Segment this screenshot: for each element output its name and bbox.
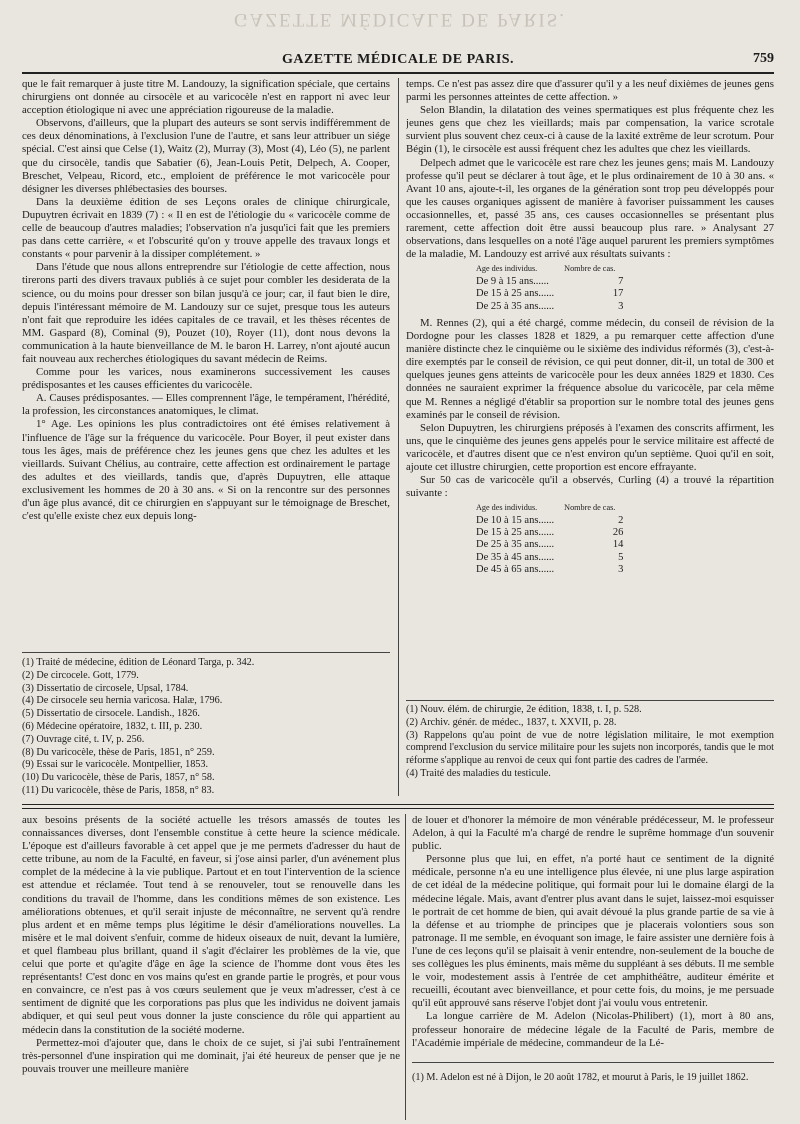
table-cell-age: De 35 à 45 ans...... xyxy=(476,551,555,563)
table-header-age: Age des individus. xyxy=(476,264,538,274)
footnotes-right xyxy=(406,704,774,796)
table-cell-count: 17 xyxy=(612,288,624,300)
section-rule xyxy=(22,804,774,805)
footnotes-left xyxy=(22,657,390,800)
paragraph: de louer et d'honorer la mémoire de mon vénérable prédécesseur, M. le professeur Adelon, à qui la Faculté m'a chargé de rendre le suprême hommage d'un souvenir public. xyxy=(412,814,774,853)
paragraph: Delpech admet que le varicocèle est rare chez les jeunes gens; mais M. Landouzy professe qu'il peut se déclarer à tout âge, et le plus ordinairement de 10 à 30 ans. « Avant 10 ans, ajoute-t-il, les organes de la génération sont trop peu développés pour que les causes organiques agissent de manière à favoriser puissamment les causes occasionnelles, et, passé 35 ans, ces causes occasionnelles se présentant plus rarement, cette affection doit être aussi beaucoup plus rare. » Analysant 27 observations, dans lesquelles on a noté l'âge auquel parurent les premiers symptômes de la maladie, M. Landouzy est arrivé aux résultats suivants : xyxy=(406,156,774,261)
footnote: (11) Du varicocèle, thèse de Paris, 1858, n° 83. xyxy=(22,784,215,796)
header-rule xyxy=(22,72,774,74)
table-cell-count: 7 xyxy=(618,275,624,287)
footnote: (7) Ouvrage cité, t. IV, p. 256. xyxy=(22,733,145,745)
page-title: GAZETTE MÉDICALE DE PARIS. xyxy=(281,52,515,67)
table-row xyxy=(476,276,623,288)
paragraph: A. Causes prédisposantes. — Elles comprennent l'âge, le tempérament, l'hérédité, la profession, les circonstances anatomiques, le climat. xyxy=(22,392,390,418)
footnotes-right-bottom xyxy=(412,1072,774,1120)
bleed-through-text: GAZETTE MÉDICALE DE PARIS. xyxy=(233,9,567,30)
table-cell-age: De 45 à 65 ans...... xyxy=(476,564,555,576)
table-cell-age: De 9 à 15 ans...... xyxy=(476,275,549,287)
paragraph: 1° Age. Les opinions les plus contradictoires ont été émises relativement à l'influence de l'âge sur la fréquence du varicocèle. Pour Boyer, il peut exister dans tous les âges, mais de préférence chez les jeunes gens que chez les adultes et les vieillards. Suivant Chélius, au contraire, cette affection est ordinairement le partage des adultes et des vieillards, tandis que, d'après Dupuytren, elle attaque exclusivement les hommes de 20 à 30 ans. « Si on la rencontre sur des personnes d'un âge plus avancé, dit ce chirurgien en s'appuyant sur le témoignage de Breschet, c'est qu'elle existe chez eux depuis long- xyxy=(22,418,390,523)
footnote: (6) Médecine opératoire, 1832, t. III, p. 230. xyxy=(22,720,203,732)
paragraph: Selon Blandin, la dilatation des veines spermatiques est plus fréquente chez les jeunes gens que chez les vieillards; mais par compensation, la varice scrotale survient plus souvent chez ceux-ci à cause de la laxité extrême de leur scrotum. Pour Bégin (1), le cirsocèle est aussi fréquent chez les adultes que chez les vieillards. xyxy=(406,104,774,156)
age-table-curling xyxy=(476,502,623,576)
table-cell-count: 3 xyxy=(618,300,624,312)
paragraph: Permettez-moi d'ajouter que, dans le choix de ce sujet, si j'ai subi l'entraînement très-personnel d'une inspiration qui me dominait, j'ai été heureux de penser que je ne pouvais trouver une meilleure manière xyxy=(22,1036,400,1075)
footnote: (4) De cirsocele seu hernia varicosa. Halæ, 1796. xyxy=(22,695,223,707)
page-number: 759 xyxy=(753,51,774,66)
footnote-rule xyxy=(412,1062,774,1063)
table-row xyxy=(476,301,623,313)
page-header xyxy=(22,50,774,70)
column-right-top xyxy=(406,78,774,668)
footnote: (2) De circocele. Gott, 1779. xyxy=(22,669,139,681)
paragraph: aux besoins présents de la société actuelle les trésors amassés de toutes les connaissances diverses, dont l'ensemble constitue à cette heure la science médicale. L'époque est d'ailleurs favorable à cet appel que je me permets d'adresser du haut de cette tribune, au nom de la Faculté, en faveur, si j'ose ainsi parler, d'un avénement plus complet de la médecine à la vie publique. Partout et en tout l'intervention de la science est attendue et réclamée. Tout tend à se renouveler, tout se renouvelle dans les conditions du travail de l'homme, dans les conditions mêmes de son existence. Les améliorations obtenues, et qu'il serait injuste de méconnaître, ne servent qu'à rendre plus ardent et en même temps plus légitime le désir d'améliorations nouvelles. La misère et le mal doivent s'enfuir, comme de hideux oiseaux de nuit, devant la lumière, et quel flambeau plus brillant, quand il s'agit d'éclairer les problèmes de la vie, que celui que porte et qu'agite d'âge en âge la science de l'homme dont vous êtes les représentants! C'est donc en vos mains qu'est en grande partie le progrès, et pour vous en convaincre, ce n'est pas à vos cœurs seulement que je veux m'adresser, c'est à ce sentiment de dignité que les corporations pas plus que les individus ne doivent jamais abdiquer, et qui seul peut vous donner la juste conscience du rôle qui appartient au médecin dans la constitution de la société moderne. xyxy=(22,814,400,1036)
footnote-rule xyxy=(22,652,390,653)
footnote: (8) Du varicocèle, thèse de Paris, 1851, n° 259. xyxy=(22,746,215,758)
footnote: (5) Dissertatio de cirsocele. Landish., 1826. xyxy=(22,708,200,720)
paragraph: Selon Dupuytren, les chirurgiens préposés à l'examen des conscrits affirment, les uns, que le cinquième des jeunes gens appelés pour le service militaire est affecté de varicocèle, et d'autres disent que ce n'est environ qu'un septième. Quoi qu'il en soit, ajoute cet illustre chirurgien, cette proportion est encore effrayante. xyxy=(406,421,774,473)
paragraph: Observons, d'ailleurs, que la plupart des auteurs se sont servis indifféremment de ces deux dénominations, à l'exclusion l'une de l'autre, et sans leur attribuer un siége spécial. C'est ainsi que Celse (1), Waitz (2), Murray (3), Most (4), Léo (5), ne parlent que du cirsocèle, tandis que Sabatier (6), Jean-Louis Petit, Delpech, A. Cooper, Breschet, Velpeau, Ricord, etc., emploient de préférence le mot varicocèle pour désigner les diverses phlébectasies des bourses. xyxy=(22,117,390,195)
table-cell-age: De 25 à 35 ans...... xyxy=(476,300,555,312)
table-row xyxy=(476,515,623,527)
table-cell-age: De 25 à 35 ans...... xyxy=(476,539,555,551)
column-divider xyxy=(398,78,399,796)
column-left-body xyxy=(22,78,390,523)
footnote: (9) Essai sur le varicocèle. Montpellier, 1853. xyxy=(22,759,209,771)
paragraph: Sur 50 cas de varicocèle qu'il a observés, Curling (4) a trouvé la répartition suivante : xyxy=(406,474,774,500)
footnote: (3) Dissertatio de circosele, Upsal, 1784. xyxy=(22,682,189,694)
table-row xyxy=(476,564,623,576)
table-cell-age: De 15 à 25 ans...... xyxy=(476,288,555,300)
paragraph: que le fait remarquer à juste titre M. Landouzy, la signification spéciale, que certains chirurgiens ont donnée au cirsocèle et au varicocèle n'est en rapport ni avec leur acception étiologique ni avec une appréciation rigoureuse de la maladie. xyxy=(22,78,390,117)
paragraph: Dans l'étude que nous allons entreprendre sur l'étiologie de cette affection, nous tirerons parti des divers travaux publiés à ce sujet pour combler les desiderata de la science, ou du moins pour dresser son bilan jusqu'à ce jour; car, il faut bien le dire, depuis l'intéressant mémoire de M. Landouzy sur ce sujet, presque tous les auteurs n'ont fait que reproduire les idées capitales de ce travail, et les thèses récentes de MM. Gaspard (8), Cominal (9), Pouzet (10), Royer (11), dont nous devons la communication à la haute bienveillance de M. le baron H. Larrey, n'ont ajouté aucun fait nouveau aux recherches étiologiques du savant médecin de Reims. xyxy=(22,261,390,365)
table-cell-count: 26 xyxy=(612,527,624,539)
table-cell-count: 2 xyxy=(618,514,624,526)
footnote: (1) M. Adelon est né à Dijon, le 20 août 1782, et mourut à Paris, le 19 juillet 1862. xyxy=(412,1072,749,1083)
footnote: (2) Archiv. génér. de médec., 1837, t. XXVII, p. 28. xyxy=(406,716,617,728)
table-cell-count: 3 xyxy=(618,564,624,576)
column-divider xyxy=(405,814,406,1120)
column-left-bottom xyxy=(22,814,400,1120)
table-header-count: Nombre de cas. xyxy=(564,503,616,513)
table-cell-count: 5 xyxy=(618,551,624,563)
footnote: (3) Rappelons qu'au point de vue de notre législation militaire, le mot exemption comprend l'exclusion du service militaire pour les sujets non incorporés, tandis que le mot réforme s'applique au renvoi de ceux qui font partie des cadres de l'armée. xyxy=(406,729,774,767)
paragraph: Dans la deuxième édition de ses Leçons orales de clinique chirurgicale, Dupuytren écrivait en 1839 (7) : « Il en est de l'étiologie du « varicocèle comme de celle de beaucoup d'autres maladies; l'observation n'a jusqu'ici fait que les premiers pas dans cette carrière, « et l'obscurité qu'on y trouve appelle des travaux longs et constants « pour parvenir à la dissiper complétement. » xyxy=(22,195,390,261)
table-cell-count: 14 xyxy=(612,539,624,551)
footnote: (1) Nouv. élém. de chirurgie, 2e édition, 1838, t. I, p. 528. xyxy=(406,704,642,715)
column-right-bottom xyxy=(412,814,774,1054)
table-header-age: Age des individus. xyxy=(476,503,538,513)
age-table-landouzy xyxy=(476,263,623,313)
table-cell-age: De 10 à 15 ans...... xyxy=(476,514,555,526)
paragraph: M. Rennes (2), qui a été chargé, comme médecin, du conseil de révision de la Dordogne pour les classes 1828 et 1829, a pu remarquer cette affection d'une manière distincte chez le cinquième ou le sixième des individus réformés (3), c'est-à-dire exemptés par le conseil de révision, ce qui peut donner, dit-il, un total de 300 et quelques jeunes gens atteints de varicocèle pour les deux années 1829 et 1830. Ces données ne sauraient exprimer la fréquence absolue du varicocèle, par cela même que M. Rennes a négligé d'établir sa proportion sur le nombre total des jeunes gens examinés par le conseil de révision. xyxy=(406,316,774,421)
footnote-rule xyxy=(406,700,774,701)
table-header-count: Nombre de cas. xyxy=(564,264,616,274)
paragraph: Comme pour les varices, nous examinerons successivement les causes prédisposantes et les causes efficientes du varicocèle. xyxy=(22,366,390,392)
footnote: (4) Traité des maladies du testicule. xyxy=(406,767,551,779)
paragraph: temps. Ce n'est pas assez dire que d'assurer qu'il y a les neuf dixièmes de jeunes gens parmi les personnes atteintes de cette affection. » xyxy=(406,78,774,104)
section-rule xyxy=(22,808,774,809)
paragraph: Personne plus que lui, en effet, n'a porté haut ce sentiment de la dignité médicale, personne n'a eu une intelligence plus élevée, ni une plus large aspiration de cet idéal de la médecine politique, qui formait pour lui le domaine élargi de la médecine légale. Mais, avant d'entrer plus avant dans le sujet, laissez-moi esquisser le portrait de cet homme de bien, qui avait dévoué la plus grande partie de sa vie à la défense et au triomphe de principes que je placerais volontiers sous son patronage. Il me semble, en évoquant son image, le faire assister une dernière fois à l'une de ces leçons qu'il se plaisait à venir entendre, non-seulement de la bouche de ses collègues les plus éminents, mais même du suppléant à ses débuts. Il me semble le voir, modestement assis à l'entrée de cet amphithéâtre, auditeur émérite et recueilli, écoutant avec bienveillance, et pour cette fois, du moins, je me persuade qu'il eût approuvé sans réserve l'objet dont j'ai voulu vous entretenir. xyxy=(412,853,774,1010)
table-row xyxy=(476,288,623,300)
table-cell-age: De 15 à 25 ans...... xyxy=(476,527,555,539)
table-row xyxy=(476,552,623,564)
footnote: (10) Du varicocèle, thèse de Paris, 1857, n° 58. xyxy=(22,772,215,784)
table-row xyxy=(476,527,623,539)
paragraph: La longue carrière de M. Adelon (Nicolas-Philibert) (1), mort à 80 ans, professeur honoraire de médecine légale de la Faculté de Paris, membre de l'Académie impériale de médecine, commandeur de la Lé- xyxy=(412,1010,774,1049)
table-row xyxy=(476,539,623,551)
footnote: (1) Traité de médecine, édition de Léonard Targa, p. 342. xyxy=(22,657,255,668)
